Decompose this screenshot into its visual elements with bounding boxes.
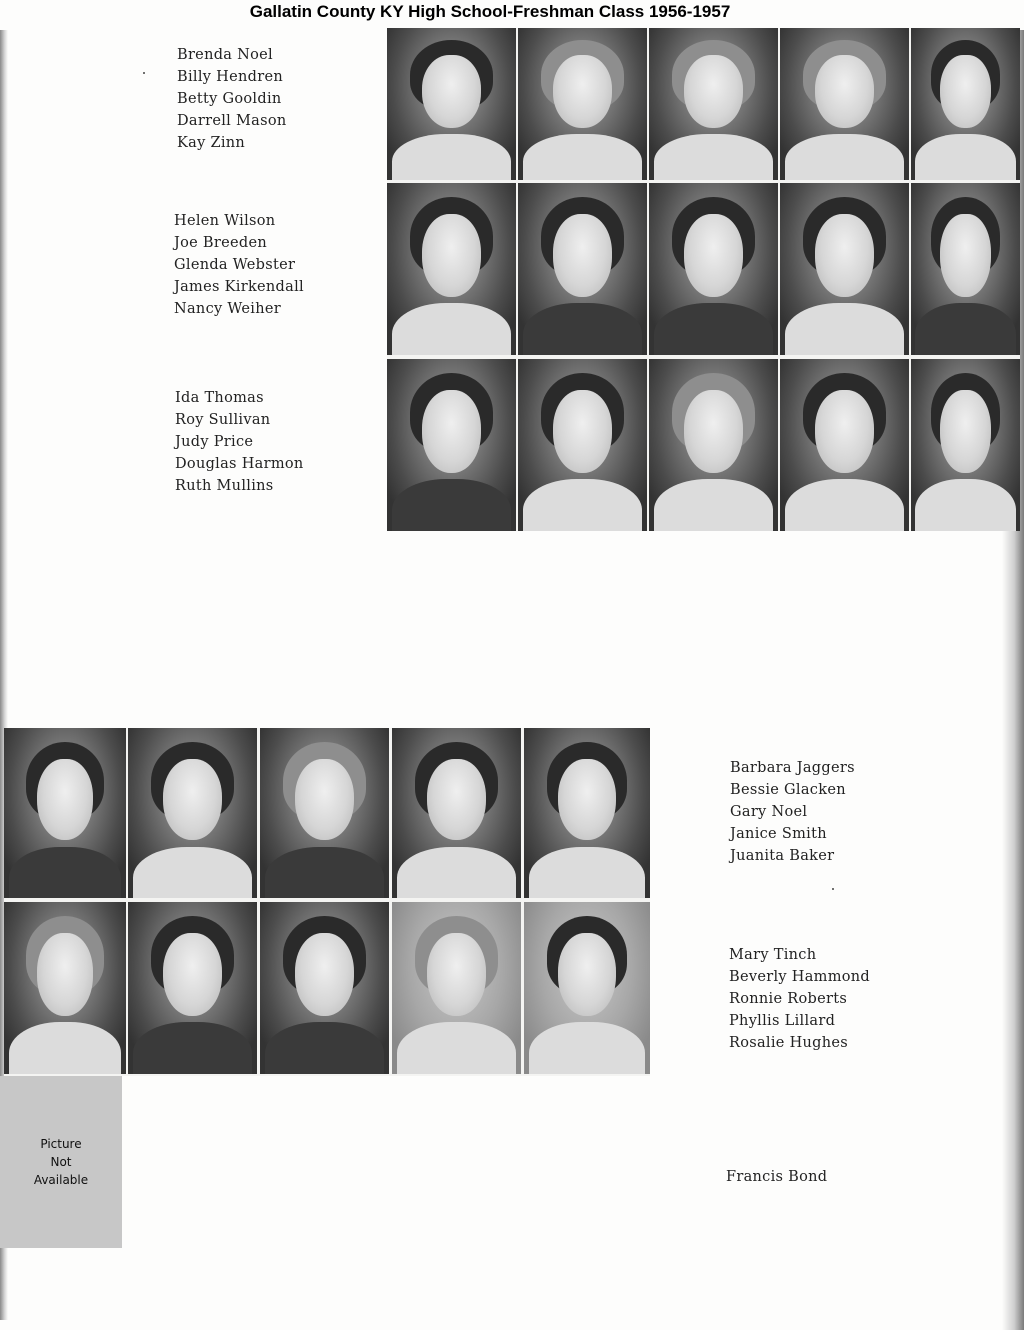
name-list-top-row-2 [174,210,304,320]
student-name: Ida Thomas [175,390,264,406]
student-photo [387,183,516,355]
student-photo [260,728,389,898]
student-name: Douglas Harmon [175,456,304,472]
student-photo [387,28,516,180]
student-name: Billy Hendren [177,69,283,85]
photo-grid-bottom [4,728,650,1076]
print-speck [832,888,834,890]
student-name: Barbara Jaggers [730,760,855,776]
student-photo [911,28,1020,180]
student-photo [4,902,126,1074]
student-name: Gary Noel [730,804,808,820]
student-photo [524,728,650,898]
student-name: Rosalie Hughes [729,1035,849,1051]
student-name: Betty Gooldin [177,91,282,107]
student-photo [911,359,1020,531]
student-name: Kay Zinn [177,135,246,151]
student-photo [260,902,389,1074]
student-name: Brenda Noel [177,47,273,63]
photo-grid-top [387,28,1020,531]
student-photo [649,359,778,531]
page-title: Gallatin County KY High School-Freshman Class 1956-1957 [249,2,731,21]
student-name: Judy Price [175,434,254,450]
student-name: Ronnie Roberts [729,991,848,1007]
student-name: Mary Tinch [729,947,817,963]
name-list-bottom-row-1 [730,757,855,867]
student-name: Glenda Webster [174,257,296,273]
student-name: Francis Bond [726,1169,828,1185]
student-photo [524,902,650,1074]
student-photo [780,28,909,180]
student-photo [128,728,257,898]
student-photo [392,728,521,898]
student-name: Darrell Mason [177,113,287,129]
student-name: Janice Smith [730,826,827,842]
student-photo [518,183,647,355]
name-list-bottom-row-2 [729,944,870,1054]
student-name: Phyllis Lillard [729,1013,836,1029]
picture-not-available-placeholder [0,1076,122,1248]
student-photo [649,183,778,355]
name-list-top-row-1 [177,44,287,154]
student-photo [4,728,126,898]
student-name: Helen Wilson [174,213,276,229]
student-photo [780,359,909,531]
student-name: Beverly Hammond [729,969,871,985]
student-photo [392,902,521,1074]
picture-not-available-text: Picture Not Available [33,1137,89,1187]
student-photo [911,183,1020,355]
student-photo [780,183,909,355]
student-photo [387,359,516,531]
student-photo [649,28,778,180]
student-photo [518,359,647,531]
name-list-top-row-3 [175,387,304,497]
print-speck [143,72,145,74]
student-photo [518,28,647,180]
student-name: Joe Breeden [174,235,267,251]
student-name: Nancy Weiher [174,301,281,317]
student-name: Juanita Baker [730,848,835,864]
student-name: Roy Sullivan [175,412,271,428]
student-name: James Kirkendall [174,279,304,295]
student-name: Ruth Mullins [175,478,274,494]
student-photo [128,902,257,1074]
name-list-last-row [726,1166,827,1188]
student-name: Bessie Glacken [730,782,846,798]
